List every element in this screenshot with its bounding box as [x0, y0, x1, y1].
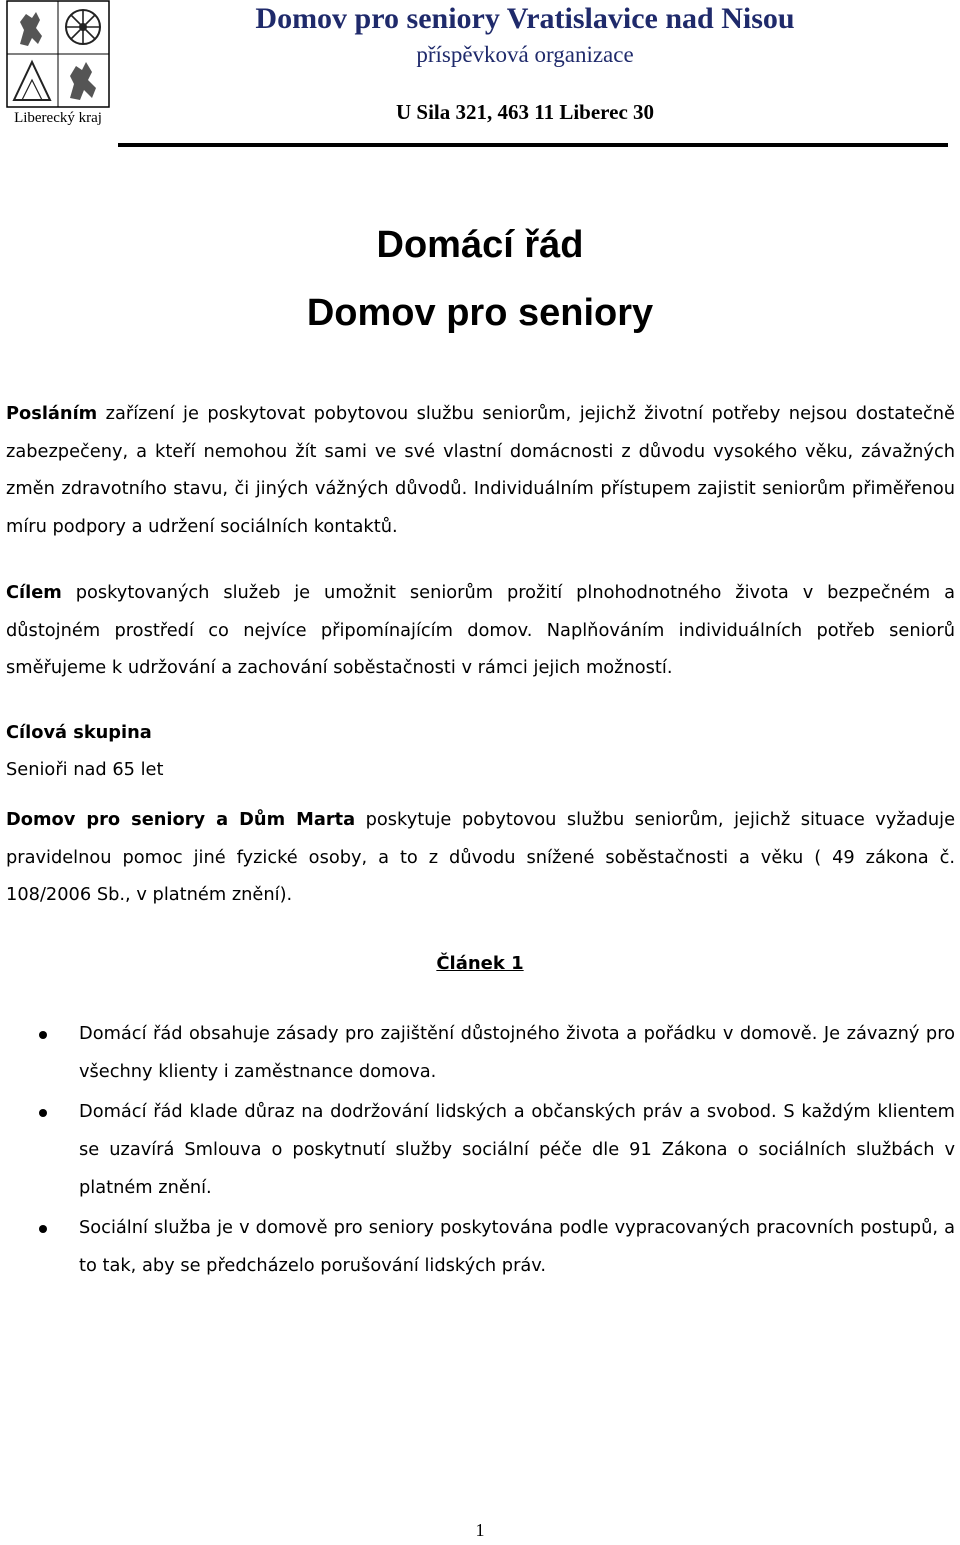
list-item-text: Domácí řád obsahuje zásady pro zajištění důstojného života a pořádku v domově. Je závazný pro všechny klienty i zaměstnance domova. — [79, 1023, 955, 1082]
header-divider — [118, 143, 948, 147]
bullet-icon — [39, 1225, 47, 1233]
article-bullet-list — [0, 1015, 960, 1287]
goal-label: Cílem — [6, 582, 62, 603]
page-number: 1 — [475, 1520, 485, 1540]
target-group-value: Senioři nad 65 let — [6, 759, 164, 780]
goal-paragraph — [6, 574, 955, 687]
mission-label: Posláním — [6, 403, 98, 424]
organization-type: příspěvková organizace — [416, 42, 634, 67]
mission-paragraph — [6, 395, 955, 545]
mission-text: zařízení je poskytovat pobytovou službu seniorům, jejichž životní potřeby nejsou dostatečně zabezpečeny, a kteří nemohou žít sami ve své vlastní domácnosti z důvodu vysokého věku, závažných změn zdravotního stavu, či jiných vážných důvodů. Individuálním přístupem zajistit seniorům přiměřenou míru podpory a udržení sociálních kontaktů. — [6, 403, 955, 537]
service-paragraph — [6, 801, 955, 914]
target-group-heading: Cílová skupina — [6, 722, 152, 743]
coat-of-arms-icon — [6, 0, 110, 110]
document-title: Domácí řád — [376, 224, 584, 266]
goal-text: poskytovaných služeb je umožnit seniorům prožití plnohodnotného života v bezpečném a důstojném prostředí co nejvíce připomínajícím domov. Naplňováním individuálních potřeb seniorů směřujeme k udržování a zachování soběstačnosti v rámci jejich možností. — [6, 582, 955, 678]
article-heading: Článek 1 — [436, 953, 524, 974]
organization-address: U Sila 321, 463 11 Liberec 30 — [395, 100, 655, 124]
bullet-icon — [39, 1031, 47, 1039]
organization-name: Domov pro seniory Vratislavice nad Nisou — [255, 2, 795, 35]
list-item-text: Sociální služba je v domově pro seniory poskytována podle vypracovaných pracovních postupů, a to tak, aby se předcházelo porušování lidských práv. — [79, 1217, 955, 1276]
service-text: poskytuje pobytovou službu seniorům, jejichž situace vyžaduje pravidelnou pomoc jiné fyzické osoby, a to z důvodu snížené soběstačnosti a věku ( 49 zákona č. 108/2006 Sb., v platném znění). — [6, 809, 956, 905]
service-label: Domov pro seniory a Dům Marta — [6, 809, 356, 830]
list-item — [0, 1209, 955, 1285]
letterhead — [0, 0, 960, 150]
list-item — [0, 1015, 955, 1091]
bullet-icon — [39, 1109, 47, 1117]
logo-caption: Liberecký kraj — [14, 110, 102, 126]
document-subtitle: Domov pro seniory — [306, 292, 654, 334]
list-item-text: Domácí řád klade důraz na dodržování lidských a občanských práv a svobod. S každým klientem se uzavírá Smlouva o poskytnutí služby sociální péče dle 91 Zákona o sociálních službách v platném znění. — [79, 1101, 955, 1198]
list-item — [0, 1093, 955, 1207]
